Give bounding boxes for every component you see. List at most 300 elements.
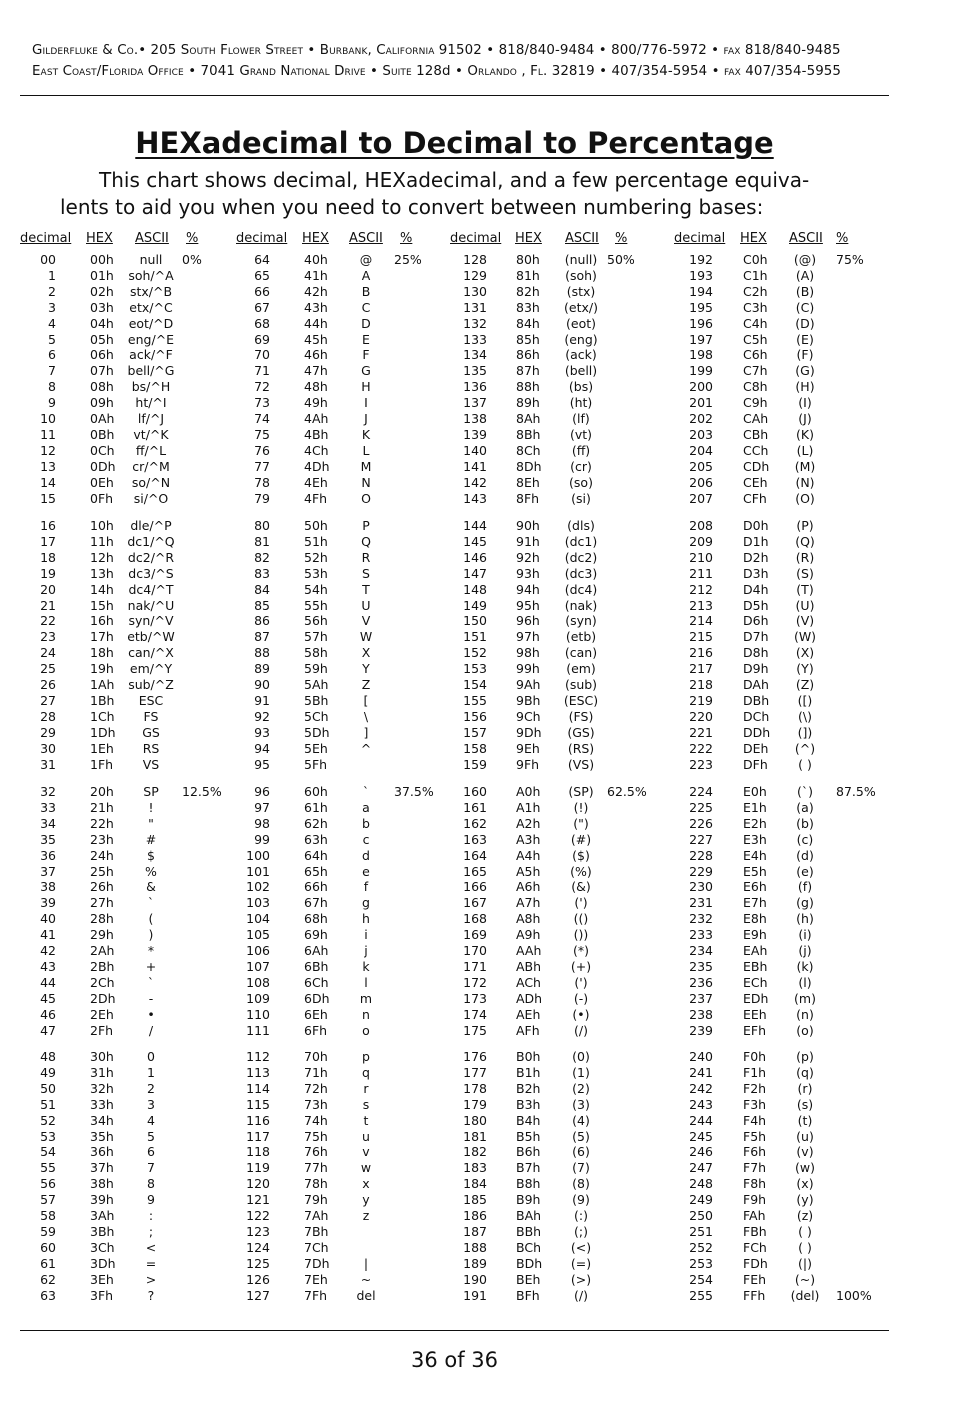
ascii-cell: (&) — [571, 879, 591, 895]
ascii-cell: - — [148, 990, 154, 1006]
hex-cell: 7Ch — [304, 1239, 329, 1255]
hex-cell: B8h — [516, 1176, 541, 1192]
hex-cell: 5Bh — [304, 692, 329, 708]
hex-cell: 3Ch — [90, 1239, 115, 1255]
decimal-cell: 170 — [463, 943, 487, 958]
decimal-cell: 89 — [254, 661, 270, 677]
ascii-cell: (ht) — [569, 395, 593, 411]
ascii-cell: (\) — [798, 708, 812, 724]
ascii-cell: C — [361, 299, 371, 315]
decimal-cell: 229 — [689, 863, 713, 879]
ascii-cell: (z) — [796, 1208, 814, 1223]
decimal-cell: 149 — [463, 597, 487, 613]
hex-cell: 2Ah — [90, 943, 115, 958]
hex-cell: EEh — [743, 1006, 767, 1022]
hex-cell: A1h — [516, 799, 541, 815]
column-header: ASCII — [349, 231, 383, 246]
percent-cell: 12.5% — [182, 784, 222, 799]
ascii-cell: 4 — [147, 1112, 155, 1128]
decimal-cell: 176 — [463, 1049, 487, 1064]
decimal-cell: 179 — [463, 1096, 487, 1112]
hex-cell: BBh — [516, 1223, 542, 1239]
hex-cell: A7h — [516, 895, 541, 911]
decimal-cell: 86 — [254, 613, 270, 629]
header-segment: South Flower Street — [180, 43, 304, 58]
hex-cell: DEh — [743, 740, 769, 756]
ascii-cell: eng/^E — [127, 331, 175, 347]
ascii-cell: SP — [143, 784, 159, 799]
hex-cell: 64h — [304, 847, 328, 863]
ascii-cell: (O) — [795, 490, 815, 506]
ascii-cell: ; — [148, 1223, 154, 1239]
hex-cell: AFh — [516, 1022, 540, 1038]
header-segment: 128d • — [411, 64, 468, 79]
ascii-cell: n — [362, 1006, 370, 1022]
decimal-cell: 223 — [689, 756, 713, 772]
ascii-cell: (F) — [796, 347, 814, 363]
percent-cell: 75% — [836, 252, 864, 267]
hex-cell: 0Ch — [90, 442, 115, 458]
ascii-cell: etb/^W — [127, 629, 175, 645]
ascii-cell: dc3/^S — [128, 565, 174, 581]
column-header: decimal — [236, 231, 288, 246]
decimal-cell: 196 — [689, 315, 713, 331]
decimal-cell: 55 — [40, 1160, 56, 1176]
ascii-cell: (lf) — [572, 411, 590, 426]
ascii-cell: (null) — [564, 252, 598, 267]
decimal-cell: 231 — [689, 895, 713, 911]
decimal-cell: 68 — [254, 315, 270, 331]
hex-cell: B7h — [516, 1160, 541, 1176]
ascii-cell: (N) — [795, 474, 815, 490]
ascii-cell: (so) — [569, 474, 593, 490]
hex-cell: 33h — [90, 1096, 114, 1112]
hex-cell: 26h — [90, 879, 114, 895]
ascii-cell: F — [362, 347, 370, 363]
hex-cell: 8Ah — [516, 411, 541, 426]
ascii-cell: t — [363, 1112, 369, 1128]
ascii-cell: (•) — [572, 1006, 590, 1022]
decimal-cell: 198 — [689, 347, 713, 363]
hex-cell: 84h — [516, 315, 540, 331]
decimal-cell: 210 — [689, 549, 713, 565]
hex-cell: 31h — [90, 1064, 114, 1080]
decimal-cell: 212 — [689, 581, 713, 597]
hex-cell: 77h — [304, 1160, 328, 1176]
header-segment: . 32819 • 407/354-5954 • — [542, 64, 724, 79]
ascii-cell: (stx) — [566, 283, 596, 299]
hex-cell: B0h — [516, 1049, 541, 1064]
decimal-cell: 14 — [40, 474, 56, 490]
decimal-cell: 162 — [463, 815, 487, 831]
header-segment: , — [516, 64, 531, 79]
hex-cell: 4Ch — [304, 442, 329, 458]
hex-cell: F9h — [743, 1192, 767, 1208]
hex-cell: 39h — [90, 1192, 114, 1208]
hex-cell: 9Bh — [516, 692, 541, 708]
hex-cell: 3Fh — [90, 1287, 114, 1303]
ascii-cell: W — [359, 629, 373, 645]
hex-cell: CBh — [743, 426, 769, 442]
ascii-cell: : — [148, 1208, 154, 1223]
ascii-cell: b — [362, 815, 370, 831]
ascii-cell: ( ) — [798, 1239, 812, 1255]
hex-cell: 9Ah — [516, 677, 541, 692]
ascii-cell: e — [362, 863, 370, 879]
ascii-cell: U — [361, 597, 371, 613]
decimal-cell: 5 — [48, 331, 56, 347]
hex-cell: 60h — [304, 784, 328, 799]
header-segment: fax — [723, 43, 741, 58]
ascii-cell: p — [362, 1049, 370, 1064]
ascii-cell: can/^X — [128, 645, 174, 661]
decimal-cell: 194 — [689, 283, 713, 299]
ascii-cell: • — [147, 1006, 155, 1022]
decimal-cell: 112 — [246, 1049, 270, 1064]
decimal-cell: 172 — [463, 974, 487, 990]
decimal-cell: 120 — [246, 1176, 270, 1192]
decimal-cell: 84 — [254, 581, 270, 597]
ascii-cell: O — [361, 490, 371, 506]
decimal-cell: 222 — [689, 740, 713, 756]
ascii-cell: (7) — [572, 1160, 590, 1176]
ascii-cell: (x) — [796, 1176, 814, 1192]
decimal-cell: 145 — [463, 533, 487, 549]
hex-cell: 8Dh — [516, 458, 542, 474]
ascii-cell: (dc3) — [564, 565, 598, 581]
ascii-cell: em/^Y — [129, 661, 173, 677]
hex-cell: E6h — [743, 879, 767, 895]
ascii-cell: ht/^I — [135, 395, 167, 411]
header-segment: • — [365, 64, 383, 79]
hex-cell: 06h — [90, 347, 114, 363]
decimal-cell: 159 — [463, 756, 487, 772]
hex-cell: C2h — [743, 283, 768, 299]
hex-cell: 94h — [516, 581, 540, 597]
hex-cell: 5Ah — [304, 677, 329, 692]
column-header: % — [186, 231, 199, 246]
ascii-cell: (@) — [793, 252, 817, 267]
ascii-cell: M — [360, 458, 372, 474]
hex-cell: E2h — [743, 815, 767, 831]
ascii-cell: syn/^V — [128, 613, 174, 629]
decimal-cell: 221 — [689, 724, 713, 740]
header-segment: • 7041 — [183, 64, 240, 79]
decimal-cell: 215 — [689, 629, 713, 645]
hex-cell: 7Dh — [304, 1255, 330, 1271]
ascii-cell: K — [361, 426, 371, 442]
decimal-cell: 18 — [40, 549, 56, 565]
ascii-cell: (() — [573, 911, 589, 927]
ascii-cell: / — [148, 1022, 154, 1038]
decimal-cell: 83 — [254, 565, 270, 581]
hex-cell: 21h — [90, 799, 114, 815]
hex-cell: 98h — [516, 645, 540, 661]
decimal-cell: 93 — [254, 724, 270, 740]
decimal-cell: 43 — [40, 958, 56, 974]
ascii-cell: V — [361, 613, 371, 629]
hex-cell: 12h — [90, 549, 114, 565]
column-header: HEX — [740, 231, 767, 246]
ascii-cell: nak/^U — [127, 597, 175, 613]
ascii-cell: (e) — [796, 863, 814, 879]
hex-cell: 3Bh — [90, 1223, 115, 1239]
decimal-cell: 92 — [254, 708, 270, 724]
decimal-cell: 67 — [254, 299, 270, 315]
ascii-cell: (!) — [573, 799, 589, 815]
ascii-cell: d — [362, 847, 370, 863]
hex-cell: C3h — [743, 299, 768, 315]
ascii-cell: (o) — [796, 1022, 814, 1038]
decimal-cell: 8 — [48, 379, 56, 395]
hex-cell: A5h — [516, 863, 541, 879]
ascii-cell: k — [362, 958, 370, 974]
decimal-cell: 4 — [48, 315, 56, 331]
page-number: 36 of 36 — [410, 1348, 499, 1372]
ascii-cell: (GS) — [567, 724, 595, 740]
decimal-cell: 137 — [463, 395, 487, 411]
ascii-cell: (C) — [795, 299, 815, 315]
hex-cell: C7h — [743, 363, 768, 379]
ascii-cell: ($) — [572, 847, 590, 863]
ascii-cell: (soh) — [565, 267, 597, 283]
intro-line-1: This chart shows decimal, HEXadecimal, and a few percentage equiva- — [99, 168, 810, 192]
ascii-cell: (`) — [796, 784, 814, 799]
decimal-cell: 27 — [40, 692, 56, 708]
hex-cell: F0h — [743, 1049, 767, 1064]
hex-cell: EDh — [743, 990, 769, 1006]
hex-cell: F1h — [743, 1064, 767, 1080]
ascii-cell: G — [361, 363, 371, 379]
decimal-cell: 31 — [40, 756, 56, 772]
page-title: HEXadecimal to Decimal to Percentage — [135, 126, 774, 160]
ascii-cell: % — [145, 863, 157, 879]
ascii-cell: (can) — [564, 645, 598, 661]
decimal-cell: 60 — [40, 1239, 56, 1255]
hex-cell: A6h — [516, 879, 541, 895]
hex-cell: 0Eh — [90, 474, 114, 490]
hex-cell: F3h — [743, 1096, 767, 1112]
decimal-cell: 173 — [463, 990, 487, 1006]
hex-cell: 73h — [304, 1096, 328, 1112]
hex-cell: 6Fh — [304, 1022, 328, 1038]
hex-cell: 1Ah — [90, 677, 115, 692]
decimal-cell: 227 — [689, 831, 713, 847]
decimal-cell: 174 — [463, 1006, 487, 1022]
decimal-cell: 190 — [463, 1271, 487, 1287]
decimal-cell: 122 — [246, 1208, 270, 1223]
header-divider — [20, 95, 889, 96]
decimal-cell: 91 — [254, 692, 270, 708]
hex-cell: B9h — [516, 1192, 541, 1208]
hex-cell: E5h — [743, 863, 767, 879]
decimal-cell: 148 — [463, 581, 487, 597]
ascii-cell: dc4/^T — [128, 581, 174, 597]
percent-cell: 37.5% — [394, 784, 434, 799]
intro-paragraph — [60, 167, 860, 221]
column-header: decimal — [20, 231, 72, 246]
decimal-cell: 36 — [40, 847, 56, 863]
ascii-cell: ( ) — [798, 756, 812, 772]
hex-cell: 24h — [90, 847, 114, 863]
decimal-cell: 100 — [246, 847, 270, 863]
decimal-cell: 50 — [40, 1080, 56, 1096]
ascii-cell: l — [364, 974, 368, 990]
hex-cell: B4h — [516, 1112, 541, 1128]
ascii-cell: (R) — [795, 549, 815, 565]
hex-cell: 47h — [304, 363, 328, 379]
ascii-cell: ! — [148, 799, 154, 815]
decimal-cell: 168 — [463, 911, 487, 927]
decimal-cell: 59 — [40, 1223, 56, 1239]
decimal-cell: 73 — [254, 395, 270, 411]
hex-cell: 5Eh — [304, 740, 328, 756]
header-segment: Suite — [382, 64, 412, 79]
hex-cell: 27h — [90, 895, 114, 911]
ascii-cell: ` — [362, 784, 370, 799]
ascii-cell: 9 — [147, 1192, 155, 1208]
hex-cell: 78h — [304, 1176, 328, 1192]
hex-cell: 53h — [304, 565, 328, 581]
ascii-cell: (/) — [574, 1022, 588, 1038]
header-segment: Co — [117, 43, 134, 58]
hex-cell: 38h — [90, 1176, 114, 1192]
decimal-cell: 214 — [689, 613, 713, 629]
decimal-cell: 241 — [689, 1064, 713, 1080]
header-segment: • — [303, 43, 320, 58]
hex-cell: ADh — [516, 990, 543, 1006]
decimal-cell: 69 — [254, 331, 270, 347]
decimal-cell: 117 — [246, 1128, 270, 1144]
decimal-cell: 25 — [40, 661, 56, 677]
hex-cell: BEh — [516, 1271, 541, 1287]
hex-cell: C6h — [743, 347, 768, 363]
decimal-cell: 228 — [689, 847, 713, 863]
decimal-cell: 144 — [463, 518, 487, 533]
decimal-cell: 116 — [246, 1112, 270, 1128]
ascii-cell: ~ — [360, 1271, 372, 1287]
ascii-cell: $ — [147, 847, 155, 863]
ascii-cell: (]) — [797, 724, 813, 740]
hex-cell: 36h — [90, 1144, 114, 1160]
hex-cell: D4h — [743, 581, 769, 597]
hex-cell: CDh — [743, 458, 770, 474]
hex-cell: 52h — [304, 549, 328, 565]
ascii-cell: + — [145, 958, 157, 974]
ascii-cell: g — [362, 895, 370, 911]
hex-cell: 45h — [304, 331, 328, 347]
ascii-cell: (2) — [572, 1080, 590, 1096]
decimal-cell: 45 — [40, 990, 56, 1006]
hex-cell: DCh — [743, 708, 770, 724]
hex-cell: 86h — [516, 347, 540, 363]
decimal-cell: 95 — [254, 756, 270, 772]
decimal-cell: 166 — [463, 879, 487, 895]
decimal-cell: 1 — [48, 267, 56, 283]
ascii-cell: \ — [363, 708, 369, 724]
hex-cell: 3Eh — [90, 1271, 114, 1287]
hex-cell: 99h — [516, 661, 540, 677]
decimal-cell: 150 — [463, 613, 487, 629]
decimal-cell: 147 — [463, 565, 487, 581]
decimal-cell: 44 — [40, 974, 56, 990]
hex-cell: 22h — [90, 815, 114, 831]
ascii-cell: (G) — [795, 363, 815, 379]
decimal-cell: 204 — [689, 442, 713, 458]
hex-cell: D0h — [743, 518, 769, 533]
footer-divider — [20, 1330, 889, 1331]
hex-cell: 74h — [304, 1112, 328, 1128]
hex-cell: 44h — [304, 315, 328, 331]
decimal-cell: 232 — [689, 911, 713, 927]
decimal-cell: 121 — [246, 1192, 270, 1208]
hex-cell: C1h — [743, 267, 768, 283]
hex-cell: 2Bh — [90, 958, 115, 974]
hex-cell: 96h — [516, 613, 540, 629]
header-line-1 — [32, 40, 892, 61]
decimal-cell: 248 — [689, 1176, 713, 1192]
ascii-cell: (dc1) — [564, 533, 598, 549]
hex-cell: 4Dh — [304, 458, 330, 474]
hex-cell: BFh — [516, 1287, 540, 1303]
decimal-cell: 7 — [48, 363, 56, 379]
decimal-cell: 37 — [40, 863, 56, 879]
decimal-cell: 119 — [246, 1160, 270, 1176]
decimal-cell: 184 — [463, 1176, 487, 1192]
ascii-cell: (w) — [795, 1160, 815, 1176]
ascii-cell: (syn) — [565, 613, 597, 629]
hex-cell: E1h — [743, 799, 767, 815]
hex-cell: 91h — [516, 533, 540, 549]
decimal-cell: 202 — [689, 411, 713, 426]
ascii-cell: u — [362, 1128, 370, 1144]
column-header: % — [615, 231, 628, 246]
hex-cell: FEh — [743, 1271, 767, 1287]
decimal-cell: 58 — [40, 1208, 56, 1223]
ascii-cell: s — [362, 1096, 370, 1112]
decimal-cell: 19 — [40, 565, 56, 581]
hex-cell: D3h — [743, 565, 769, 581]
ascii-cell: (X) — [795, 645, 815, 661]
ascii-cell: (a) — [796, 799, 814, 815]
hex-cell: ECh — [743, 974, 768, 990]
ascii-cell: (nak) — [564, 597, 598, 613]
ascii-cell: (dc2) — [564, 549, 598, 565]
hex-cell: 93h — [516, 565, 540, 581]
decimal-cell: 82 — [254, 549, 270, 565]
ascii-cell: (6) — [572, 1144, 590, 1160]
decimal-cell: 167 — [463, 895, 487, 911]
decimal-cell: 178 — [463, 1080, 487, 1096]
decimal-cell: 182 — [463, 1144, 487, 1160]
ascii-cell: ([) — [797, 692, 813, 708]
hex-cell: 67h — [304, 895, 328, 911]
ascii-cell: J — [364, 411, 368, 426]
hex-cell: B3h — [516, 1096, 541, 1112]
decimal-cell: 139 — [463, 426, 487, 442]
hex-cell: B2h — [516, 1080, 541, 1096]
hex-cell: 34h — [90, 1112, 114, 1128]
decimal-cell: 156 — [463, 708, 487, 724]
ascii-cell: lf/^J — [137, 411, 165, 426]
ascii-cell: (l) — [798, 974, 812, 990]
decimal-cell: 131 — [463, 299, 487, 315]
decimal-cell: 103 — [246, 895, 270, 911]
decimal-cell: 23 — [40, 629, 56, 645]
hex-cell: 7Ah — [304, 1208, 329, 1223]
hex-cell: 2Dh — [90, 990, 116, 1006]
decimal-cell: 141 — [463, 458, 487, 474]
